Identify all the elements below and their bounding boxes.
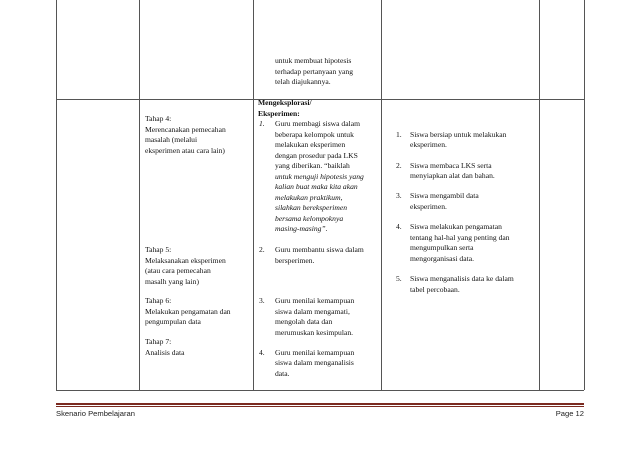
table-divider-1 <box>139 0 140 390</box>
student-item-line: mengorganisasi data. <box>410 253 474 263</box>
item2-line: Guru membantu siswa dalam <box>275 245 364 254</box>
tahap4-line: eksperimen atau cara lain) <box>145 145 225 155</box>
tahap4-line: Merencanakan pemecahan <box>145 124 226 134</box>
tahap6-line: pengumpulan data <box>145 317 201 326</box>
table-divider-2 <box>253 0 254 390</box>
item3-number: 3. <box>259 296 265 305</box>
tahap5-line: Melaksanakan eksperimen <box>145 255 226 265</box>
item2-number: 2. <box>259 245 265 254</box>
item1-line: dengan prosedur pada LKS <box>275 150 358 160</box>
item1-italic-line: bersama kelompoknya <box>275 213 344 223</box>
tahap5-title: Tahap 5: <box>145 245 172 254</box>
student-item-number: 4. <box>396 222 402 231</box>
item2-line: bersperimen. <box>275 255 315 265</box>
student-item-number: 3. <box>396 191 402 200</box>
student-item-line: tentang hal-hal yang penting dan <box>410 232 510 242</box>
student-item-line: Siswa melakukan pengamatan <box>410 222 502 231</box>
footer-page-number: Page 12 <box>555 409 584 418</box>
tahap4-line: masalah (melalui <box>145 135 198 144</box>
student-item-line: Siswa bersiap untuk melakukan <box>410 129 507 139</box>
item1-italic-line: silahkan bereksperimen <box>275 203 348 212</box>
item4-line: Guru menilai kemampuan <box>275 347 355 357</box>
tahap5-line: masalh yang lain) <box>145 276 199 286</box>
item3-line: merumuskan kesimpulan. <box>275 327 354 337</box>
item4-line: siswa dalam menganalisis <box>275 358 354 367</box>
tahap7-title: Tahap 7: <box>145 337 172 346</box>
student-item-line: menyiapkan alat dan bahan. <box>410 171 495 180</box>
item1-line: beberapa kelompok untuk <box>275 129 354 139</box>
item4-number: 4. <box>259 347 265 357</box>
table-border-left <box>56 0 57 390</box>
item1-line: Guru membagi siswa dalam <box>275 119 360 128</box>
student-item-line: Siswa membaca LKS serta <box>410 160 492 170</box>
table-divider-3 <box>381 0 382 390</box>
top-line: untuk membuat hipotesis <box>275 56 352 65</box>
top-line: telah diajukannya. <box>275 77 331 86</box>
item3-line: Guru menilai kemampuan <box>275 296 355 305</box>
item1-line: yang diberikan. “baiklah <box>275 161 350 170</box>
row-separator <box>56 99 584 100</box>
tahap6-line: Melakukan pengamatan dan <box>145 306 231 316</box>
tahap4-title: Tahap 4: <box>145 114 172 123</box>
item1-line: melakukan eksperimen <box>275 140 346 149</box>
table-border-right <box>584 0 585 390</box>
item1-italic-line: kalian buat maka kita akan <box>275 182 358 191</box>
student-item-line: eksperimen. <box>410 201 447 211</box>
student-item-line: Siswa mengambil data <box>410 191 479 200</box>
student-item-line: Siswa menganalisis data ke dalam <box>410 274 514 283</box>
student-item-number: 2. <box>396 160 402 170</box>
footer-rule-thick <box>56 403 584 405</box>
item1-number: 1. <box>259 119 265 128</box>
item1-italic-line: masing-masing”. <box>275 224 328 233</box>
tahap5-line: (atau cara pemecahan <box>145 266 211 275</box>
table-border-bottom <box>56 390 584 391</box>
item1-italic-line: untuk menguji hipotesis yang <box>275 171 364 181</box>
section-heading: Mengeksplorasi/ <box>258 98 312 107</box>
item4-line: data. <box>275 368 290 378</box>
table-divider-4 <box>539 0 540 390</box>
student-item-number: 5. <box>396 274 402 283</box>
item3-line: mengolah data dan <box>275 317 333 326</box>
student-item-number: 1. <box>396 129 402 139</box>
footer-left-text: Skenario Pembelajaran <box>56 409 135 418</box>
item3-line: siswa dalam mengamati, <box>275 306 350 316</box>
tahap6-title: Tahap 6: <box>145 296 172 305</box>
top-line: terhadap pertanyaan yang <box>275 66 354 76</box>
student-item-line: mengumpulkan serta <box>410 243 474 252</box>
tahap7-line: Analisis data <box>145 347 185 357</box>
item1-italic-line: melakukan praktikum, <box>275 192 343 202</box>
section-heading: Eksperimen: <box>258 108 300 118</box>
footer-rule-thin <box>56 406 584 407</box>
student-item-line: eksperimen. <box>410 140 447 149</box>
student-item-line: tabel percobaan. <box>410 284 460 294</box>
